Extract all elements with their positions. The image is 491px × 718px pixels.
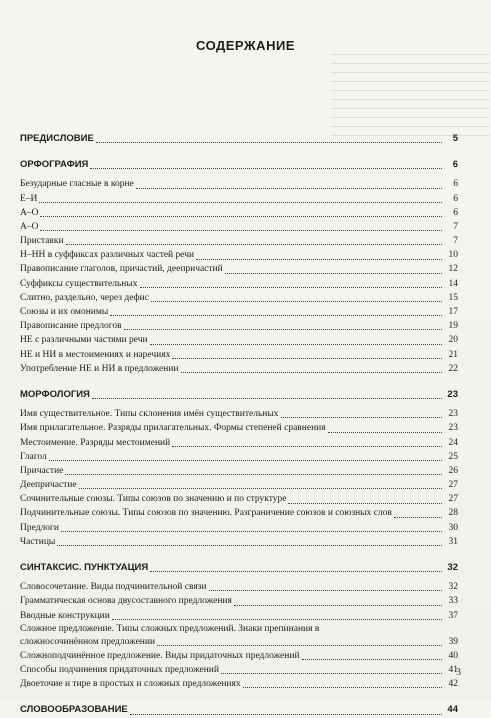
section-heading[interactable] [20,132,458,146]
leader-dots [90,167,442,169]
toc-entry[interactable] [20,492,458,506]
toc-entry[interactable] [20,362,458,376]
toc-entry-page: 39 [448,636,458,647]
leader-dots [281,416,442,418]
section-heading[interactable] [20,561,458,575]
toc-entry-title: Правописание глаголов, причастий, деепричастий [20,264,223,275]
toc-entry-title: Сложноподчинённое предложение. Виды придаточных предложений [20,650,300,661]
toc-section [20,132,458,146]
leader-dots [181,371,442,373]
toc-entry-title: Грамматическая основа двусоставного предложения [20,596,232,607]
toc-entry-page: 37 [448,610,458,621]
toc-entry-title: Деепричастие [20,480,77,491]
toc-entry[interactable] [20,478,458,492]
section-heading-title: ПРЕДИСЛОВИЕ [20,132,94,144]
toc-entry-page: 6 [453,193,458,204]
toc-entry-title: А–О [20,207,39,218]
leader-dots [225,272,442,274]
section-heading[interactable] [20,388,458,402]
toc-entry-title: Слитно, раздельно, через дефис [20,292,149,303]
toc-entry-page: 6 [453,179,458,190]
toc-entry-page: 31 [448,536,458,547]
toc-entry[interactable] [20,333,458,347]
section-heading-page: 44 [447,704,458,716]
table-of-contents [20,132,458,718]
toc-entry[interactable] [20,234,458,248]
toc-entry-title: А–О [20,221,39,232]
leader-dots [209,589,442,591]
toc-entry-page: 33 [448,596,458,607]
toc-entry[interactable] [20,348,458,362]
toc-entry-page: 15 [448,292,458,303]
toc-entry-title: Н–НН в суффиксах различных частей речи [20,250,195,261]
toc-entry[interactable] [20,277,458,291]
toc-entry-page: 23 [448,409,458,420]
toc-entry-title: Приставки [20,236,64,247]
leader-dots [172,357,442,359]
toc-entry-page: 21 [448,349,458,360]
section-heading-title: ОРФОГРАФИЯ [20,159,89,171]
leader-dots [150,570,442,572]
leader-dots [196,258,442,260]
toc-entry-title: НЕ и НИ в местоимениях и наречиях [20,349,171,360]
page-title: СОДЕРЖАНИЕ [196,38,295,53]
toc-entry-title: Вводные конструкции [20,610,110,621]
toc-entry-title: Безударные гласные в корне [20,179,134,190]
toc-entry[interactable] [20,609,458,623]
toc-entry-page: 27 [448,494,458,505]
leader-dots [394,516,442,518]
toc-entry-page: 22 [448,363,458,374]
toc-entry-page: 23 [448,423,458,434]
leader-dots [221,672,442,674]
toc-entry[interactable] [20,535,458,549]
section-heading-page: 32 [447,562,458,574]
toc-entry-page: 6 [453,207,458,218]
toc-entry-title-line2: сложносочинённом предложении [20,636,156,647]
toc-entry[interactable] [20,464,458,478]
toc-entry-title: Употребление НЕ и НИ в предложении [20,363,179,374]
toc-entry[interactable] [20,177,458,191]
section-heading[interactable] [20,158,458,172]
section-heading-title: МОРФОЛОГИЯ [20,388,90,400]
toc-entry[interactable] [20,206,458,220]
toc-entry-page: 41 [448,664,458,675]
toc-section [20,388,458,549]
section-heading[interactable] [20,703,458,717]
leader-dots [328,431,442,433]
toc-section [20,158,458,376]
toc-entry[interactable] [20,507,458,521]
toc-entry[interactable] [20,450,458,464]
leader-dots [151,300,442,302]
toc-entry[interactable] [20,663,458,677]
toc-entry-title-line1: Сложное предложение. Типы сложных предложений. Знаки препинания в [20,623,320,634]
section-heading-page: 23 [447,388,458,400]
toc-entry[interactable] [20,192,458,206]
toc-entry-line2 [20,636,458,649]
toc-entry-page: 25 [448,451,458,462]
page-number: 3 [456,668,461,678]
leader-dots [136,187,442,189]
leader-dots [92,397,442,399]
leader-dots [288,502,442,504]
toc-entry-title: Местоимение. Разряды местоимений [20,437,171,448]
toc-entry[interactable] [20,649,458,663]
toc-entry[interactable] [20,407,458,421]
leader-dots [130,713,442,715]
leader-dots [65,473,442,475]
leader-dots [61,530,442,532]
leader-dots [243,686,442,688]
leader-dots [234,604,442,606]
section-heading-title: СИНТАКСИС. ПУНКТУАЦИЯ [20,562,149,574]
toc-entry[interactable] [20,220,458,234]
section-heading-page: 6 [452,159,458,171]
toc-entry[interactable] [20,623,458,649]
toc-entry-title: Предлоги [20,522,60,533]
toc-entry-page: 7 [453,236,458,247]
toc-entry-title: Е–И [20,193,38,204]
leader-dots [49,459,442,461]
toc-entry-page: 26 [448,465,458,476]
toc-entry[interactable] [20,263,458,277]
toc-entry-title: НЕ с различными частями речи [20,335,148,346]
toc-entry-title: Суффиксы существительных [20,278,138,289]
toc-entry-page: 19 [448,321,458,332]
toc-entry[interactable] [20,521,458,535]
toc-entry-page: 42 [448,679,458,690]
toc-entry-title: Словосочетание. Виды подчинительной связи [20,582,207,593]
leader-dots [110,314,442,316]
leader-dots [79,487,442,489]
leader-dots [157,644,442,646]
toc-entry-title: Правописание предлогов [20,321,122,332]
toc-entry-title: Двоеточие и тире в простых и сложных предложениях [20,679,241,690]
toc-section [20,703,458,717]
leader-dots [112,618,442,620]
toc-entry[interactable] [20,305,458,319]
toc-entry-page: 7 [453,221,458,232]
toc-entry-title: Подчинительные союзы. Типы союзов по значению. Разграничение союзов и союзных слов [20,508,392,519]
leader-dots [96,141,442,143]
toc-entry-page: 40 [448,650,458,661]
leader-dots [40,215,442,217]
toc-entry[interactable] [20,248,458,262]
toc-entry[interactable] [20,677,458,691]
leader-dots [40,229,442,231]
toc-entry-title: Имя прилагательное. Разряды прилагательных. Формы степеней сравнения [20,423,326,434]
leader-dots [124,328,442,330]
leader-dots [66,243,442,245]
section-heading-page: 5 [452,132,458,144]
toc-entry-page: 27 [448,480,458,491]
toc-entry-page: 20 [448,335,458,346]
toc-entry-title: Союзы и их омонимы [20,307,109,318]
toc-entry[interactable] [20,291,458,305]
toc-entry-title: Частицы [20,536,56,547]
toc-section [20,561,458,691]
toc-entry[interactable] [20,594,458,608]
toc-entry[interactable] [20,421,458,435]
toc-entry-title: Глагол [20,451,47,462]
leader-dots [140,286,442,288]
toc-entry-title: Имя существительное. Типы склонения имён существительных [20,409,279,420]
leader-dots [150,343,442,345]
toc-entry-title: Сочинительные союзы. Типы союзов по значению и по структуре [20,494,287,505]
leader-dots [39,201,442,203]
toc-entry-page: 30 [448,522,458,533]
toc-entry[interactable] [20,319,458,333]
leader-dots [57,544,442,546]
toc-entry-page: 28 [448,508,458,519]
leader-dots [172,445,442,447]
toc-entry-page: 14 [448,278,458,289]
toc-entry-page: 24 [448,437,458,448]
toc-entry[interactable] [20,580,458,594]
leader-dots [302,658,442,660]
toc-entry-page: 32 [448,582,458,593]
toc-entry-title: Причастие [20,465,64,476]
toc-entry[interactable] [20,436,458,450]
toc-entry-page: 12 [448,264,458,275]
section-heading-title: СЛОВООБРАЗОВАНИЕ [20,704,128,716]
toc-entry-title: Способы подчинения придаточных предложений [20,664,219,675]
toc-entry-page: 17 [448,307,458,318]
toc-entry-page: 10 [448,250,458,261]
